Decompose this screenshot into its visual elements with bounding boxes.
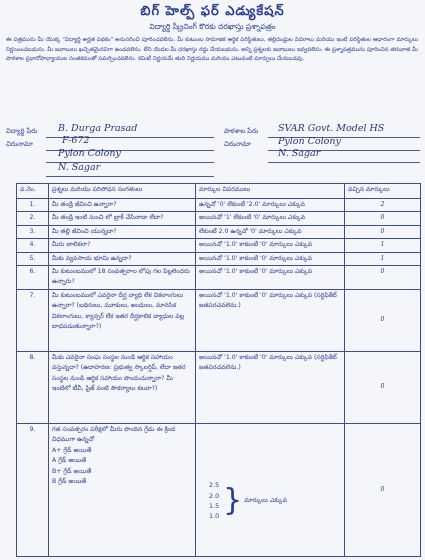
- row-number: 9.: [17, 424, 49, 557]
- address-underline-3: [46, 176, 214, 177]
- row-question: మీ తండ్రి జీవించి ఉన్నారా?: [49, 199, 196, 212]
- grade-score: 2.5: [209, 481, 220, 490]
- row-question: మీకు ఎవరైనా సంఘ సంస్థల నుండి ఆర్థిక సహాయం వస్తున్నదా? (ఉదాహరణ: ప్రభుత్వ స్కాలర్షిప్, లేదా ఇతర సంస్థల నుండి ఆర్థిక సహాయం పొందుచున్నారా? మీ ఇంటిలో టీవీ, ఫ్రిజ్ వంటి సౌకర్యాలు కలవా?): [49, 352, 196, 424]
- row-question: మీ తల్లి జీవించి యున్నదా?: [49, 225, 196, 238]
- address-line-3[interactable]: N. Sagar: [58, 162, 101, 173]
- grade-scores: [209, 480, 219, 522]
- address-line-1[interactable]: F-672: [62, 135, 90, 146]
- page-subtitle: విద్యార్థి స్క్రీనింగ్ కొరకు దరఖాస్తు ప్రశ్నాపత్రం: [149, 22, 276, 31]
- table-row: [17, 266, 421, 290]
- row-marks-given[interactable]: 0: [345, 352, 421, 424]
- row-marks-given[interactable]: 0: [345, 225, 421, 238]
- row-marks-given[interactable]: 1: [345, 252, 421, 265]
- row-number: 7.: [17, 290, 49, 352]
- grade-score: 2.0: [209, 491, 220, 500]
- address-line-2[interactable]: Pylon Colony: [58, 148, 121, 159]
- grade-option: B గ్రేడ్ అయితే: [52, 478, 87, 486]
- row-number: 4.: [17, 239, 49, 252]
- row-question: మీరు బాలికలా?: [49, 239, 196, 252]
- row-number: 5.: [17, 252, 49, 265]
- school-name-label: పాఠశాల పేరు: [224, 127, 259, 135]
- grade-option: A గ్రేడ్ అయితే: [52, 457, 87, 465]
- school-name-field[interactable]: SVAR Govt. Model HS: [278, 123, 385, 134]
- row-marks-detail: ఉన్నచో '0' లేకుంటే '2.0' మార్కులు ఎక్కువ: [196, 199, 345, 212]
- row-question: గత సంవత్సరం పరీక్షలో మీరు పొందిన గ్రేడు ఈ క్రింద విధముగా ఉన్నచో: [52, 426, 176, 444]
- grade-question-cell: [49, 424, 196, 557]
- page-title: బిగ్ హెల్ప్ ఫర్ ఎడ్యుకేషన్: [140, 4, 285, 19]
- row-marks-given[interactable]: 0: [345, 212, 421, 225]
- grade-option: A+ గ్రేడ్ అయితే: [52, 446, 92, 454]
- row-number: 8.: [17, 352, 49, 424]
- grade-score: 1.5: [209, 502, 220, 511]
- grade-option: B+ గ్రేడ్ అయితే: [52, 467, 92, 475]
- school-address-line-2[interactable]: N. Sagar: [278, 148, 321, 159]
- questions-table: [16, 183, 421, 557]
- row-question: మీ కుటుంబములో ఎవరైనా దీర్ఘ వ్యాధి లేక వికలాంగులు ఉన్నారా? (బధిరులు, మూకులు, అంధులు, మానసిక వికలాంగులు, క్యాన్సర్ లేక ఇతర దీర్ఘకాలిక వ్యాధుల వల్ల బాధపడుతున్నారా?): [49, 290, 196, 352]
- student-name-field[interactable]: B. Durga Prasad: [58, 123, 138, 134]
- table-header-row: [17, 184, 421, 199]
- grade-marks-wrapper: [199, 458, 341, 522]
- header-no: వ.నెం.: [17, 184, 49, 199]
- table-row: [17, 199, 421, 212]
- row-number: 6.: [17, 266, 49, 290]
- header-question: ప్రశ్నలు మరియు పరిసోధన సంగతులు: [49, 184, 196, 199]
- row-question: మీ కుటుంబములో 18 సంవత్సరాల లోపు గల పిల్లలెందరు ఉన్నారు?: [49, 266, 196, 290]
- row-marks-given[interactable]: 1: [345, 239, 421, 252]
- school-address-label: చిరునామా: [224, 140, 251, 148]
- row-marks-given[interactable]: 0: [345, 290, 421, 352]
- student-name-label: విద్యార్థి పేరు: [6, 127, 38, 135]
- row-number: 1.: [17, 199, 49, 212]
- row-marks-detail: అయినచో '1.0' కాకుంటే '0' మార్కులు ఎక్కువ: [196, 239, 345, 252]
- grade-score: 1.0: [209, 512, 220, 521]
- row-number: 2.: [17, 212, 49, 225]
- row-number: 3.: [17, 225, 49, 238]
- row-marks-given[interactable]: 0: [345, 266, 421, 290]
- school-address-underline-2: [268, 162, 420, 163]
- row-marks-detail: అయినచో '1.0' కాకుంటే '0' మార్కులు ఎక్కువ (సర్టిఫికేట్ జతపరచవలెను.): [196, 290, 345, 352]
- grade-marks-cell: [196, 424, 345, 557]
- header-marks-detail: మార్కుల వివరములు: [196, 184, 345, 199]
- table-row: [17, 424, 421, 557]
- row-question: మీ తండ్రి ఇంటి నుంచి లో బ్రాక్ చేసినాడా లేదా?: [49, 212, 196, 225]
- row-marks-detail: అయినచో '1.0' కాకుంటే '0' మార్కులు ఎక్కువ: [196, 266, 345, 290]
- address-label: చిరునామా: [6, 140, 33, 148]
- header-marks-given: వచ్చిన మార్కులు: [345, 184, 421, 199]
- table-row: [17, 212, 421, 225]
- intro-paragraph: ఈ పత్రమును మీ యొక్క "విద్యార్థి అర్హత పథకం" అనుసరించి పూరించవలెను. మీ కుటుంబ సామాజిక ఆర్థిక పరిస్థితులు, తల్లిదండ్రుల వివరాలు మరియు ఇంటి పరిస్థితుల ఆధారంగా మార్కులు నిర్ణయించబడును. మీ జవాబులు ఖచ్చితమైనవిగా ఉండవలెను, లేని యెడల మీ దరఖాస్తు రద్దు చేయబడును. అన్ని ప్రశ్నలకు జవాబులు ఇవ్వవలెను. ఈ ప్రశ్నాపత్రమును పూరించిన తరువాత మీ పాఠశాల ప్రధానోపాధ్యాయుల సంతకముతో సమర్పించవలెను. కమిటీ నిర్ణయమే తుది నిర్ణయము మరియు ఎటువంటి మార్పులు చేయబడవు.: [6, 37, 418, 63]
- row-marks-detail: అయినచో '1.0' కాకుంటే '0' మార్కులు ఎక్కువ: [196, 252, 345, 265]
- row-marks-given[interactable]: 2: [345, 199, 421, 212]
- table-row: [17, 290, 421, 352]
- row-marks-detail: లేకుంటే 2.0 ఉన్నచో '0' మార్కులు ఎక్కువ: [196, 225, 345, 238]
- grade-marks-text: మార్కులు ఎక్కువ: [244, 496, 287, 504]
- table-row: [17, 352, 421, 424]
- table-row: [17, 252, 421, 265]
- table-row: [17, 225, 421, 238]
- grade-brace: }: [223, 483, 243, 519]
- row-marks-detail: అయినచో '1.0' కాకుంటే '0' మార్కులు ఎక్కువ (సర్టిఫికేట్ జతపరచవలెను.): [196, 352, 345, 424]
- school-address-line-1[interactable]: Pylon Colony: [278, 136, 341, 147]
- row-marks-detail: అయినచో '1' లేకుంటే '0' మార్కులు ఎక్కువ: [196, 212, 345, 225]
- row-marks-given[interactable]: 0: [345, 424, 421, 557]
- table-row: [17, 239, 421, 252]
- row-question: మీకు వ్యవసాయ భూమి ఉన్నదా?: [49, 252, 196, 265]
